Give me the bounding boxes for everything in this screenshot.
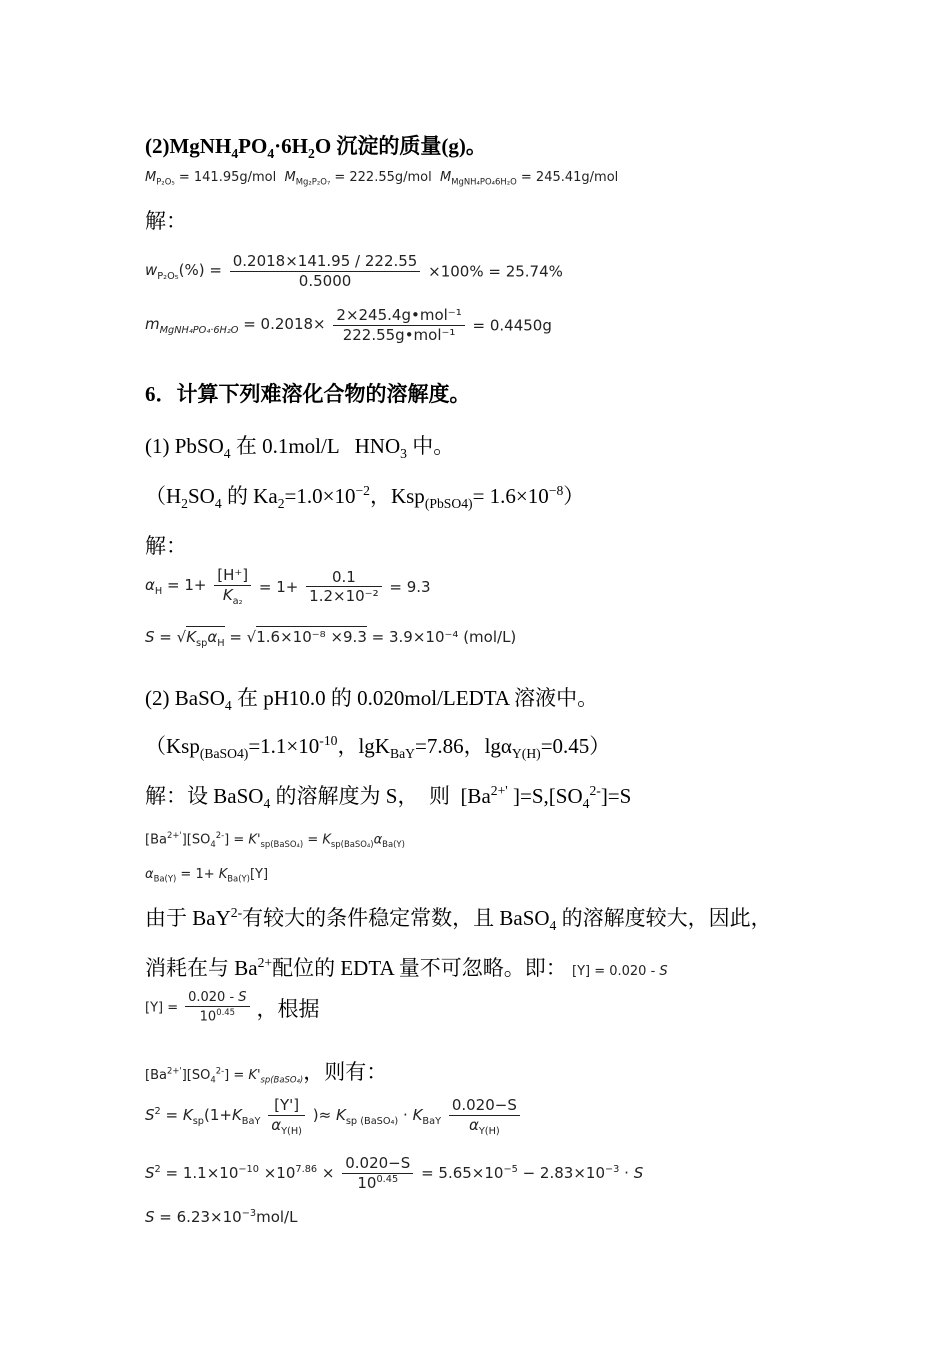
alpha-den-1: $K_{a_2}$ <box>214 585 251 608</box>
paragraph-line-2: 消耗在与 $Ba^{2+}$配位的 EDTA 量不可忽略。即： [Y] = 0.020 - S <box>145 955 668 980</box>
equation-final: $S = 6.23\times 10^{-3}mol/L$ <box>145 1208 298 1226</box>
equation-w-p2o5: $w_{P_2O_5}(\%)$ = $\frac{0.2018\times 141.95 / 222.55}{0.5000}$ ×100% = 25.74% <box>145 252 563 290</box>
question-1: (1) PbSO$_4$ 在 0.1mol/L $HNO_3$ 中。 <box>145 434 455 462</box>
equation-ba-2: $\alpha_{Ba(Y)} = 1+ K_{Ba(Y)}[Y]$ <box>145 867 269 884</box>
y-denominator: $10^{0.45}$ <box>185 1006 249 1026</box>
equation-mass: $m_{MgNH_4PO_4\cdot 6H_2O} = 0.2018\times$ $\frac{\text{2×245.4g•mol⁻¹}}{\text{222.55g•mol⁻¹}}$ = 0.4450g <box>145 306 552 344</box>
section-heading-2 <box>145 130 487 162</box>
solution-label-2: 解： <box>145 534 187 558</box>
s2a-den-1: $\alpha_{Y(H)}$ <box>268 1115 305 1138</box>
equation-s-pbso4: $S = √K_{sp}\alpha_H = √1.6\times 10^{-8} \times 9.3 = 3.9\times 10^{-4}$ (mol/L) <box>145 628 517 649</box>
w-numerator: 0.2018×141.95 / 222.55 <box>232 252 418 270</box>
section-6-heading: 6．计算下列难溶化合物的溶解度。 <box>145 382 471 406</box>
m-denominator: 222.55g•mol⁻¹ <box>333 325 464 345</box>
equation-ba-1: $[Ba^{2+'}][SO_4^{2-}] = K'_{sp(BaSO_4)} = K_{sp(BaSO_4)}\alpha_{Ba(Y)}$ <box>145 830 405 849</box>
s2a-den-2: $\alpha_{Y(H)}$ <box>449 1115 520 1138</box>
m-numerator: 2×245.4g•mol⁻¹ <box>336 306 462 324</box>
alpha-result: = 9.3 <box>389 577 431 596</box>
s2b-numerator: 0.020−S <box>345 1154 411 1172</box>
y-lhs: [Y] = <box>145 1000 179 1016</box>
question-2: (2) BaSO$_4$ 在 pH10.0 的 0.020mol/LEDTA 溶液中。 <box>145 686 599 714</box>
equation-s2-b: $S^2 = 1.1\times 10^{-10} \times 10^{7.86}$ × $\frac{0.020-S}{10^{0.45}}$ = $5.65\times 10^{-5} - 2.83\times 10^{-3} \cdot S$ <box>145 1154 644 1192</box>
w-result: ×100% = 25.74% <box>428 262 563 281</box>
question-2-given: （$Ksp_{(BaSO4)}=1.1\times 10^{-10}$，lgK$_{BaY}$=7.86，lgα$_{Y(H)}$=0.45） <box>145 733 611 762</box>
equation-y-frac <box>145 990 320 1026</box>
alpha-den-2: 1.2×10⁻² <box>306 586 381 606</box>
m-result: = 0.4450g <box>472 316 552 335</box>
y-numerator: 0.020 - S <box>188 990 247 1005</box>
s2b-result: = $5.65\times 10^{-5} - 2.83\times 10^{-3} \cdot S$ <box>421 1164 644 1183</box>
heading-text: $(2)MgNH_4PO_4\cdot 6H_2O$ 沉淀的质量(g)。 <box>145 134 487 162</box>
y-inline-eq: [Y] = 0.020 - S <box>572 964 668 979</box>
s-radicand: 1.6×10⁻⁸ ×9.3 <box>256 628 367 646</box>
w-denominator: 0.5000 <box>230 271 421 291</box>
molar-masses-line: $M_{P_2O_5} = 141.95g/mol$ $M_{Mg_2P_2O_7} = 222.55g/mol$ $M_{MgNH_4PO_46H_2O} = 245.41g/mol$ <box>145 170 619 187</box>
genju-text: ，根据 <box>256 996 320 1021</box>
s2a-num-1: [Y'] <box>274 1096 300 1114</box>
question-2-solution-intro: 解：设 BaSO$_4$ 的溶解度为 S， 则 [$Ba^{2+'}$ ]$=S,[SO_4^{2-}]=S$ <box>145 783 632 812</box>
alpha-num-1: [H⁺] <box>217 566 249 584</box>
s2b-denominator: $10^{0.45}$ <box>342 1173 413 1193</box>
equation-ba-3-line <box>145 1056 387 1086</box>
zeyou-text: ，则有： <box>303 1060 388 1084</box>
question-1-given: （$H_2SO_4$ 的 $Ka_2=1.0\times 10^{-2}$，$Ksp_{(PbSO4)}= 1.6\times 10^{-8}$） <box>145 483 585 512</box>
paragraph-line-1: 由于 BaY$^{2-}$有较大的条件稳定常数，且 BaSO$_4$ 的溶解度较大，因此， <box>145 905 772 934</box>
alpha-mid: = 1+ <box>258 577 299 596</box>
s2a-num-2: 0.020−S <box>451 1096 517 1114</box>
equation-ba-3: $[Ba^{2+'}][SO_4^{2-}] = K'_{sp(BaSO_4)}$ <box>145 1065 304 1085</box>
s-result: = 3.9×10⁻⁴ (mol/L) <box>371 628 517 646</box>
equation-alpha-h: $\alpha_H = 1+$ $\frac{[H^+]}{K_{a_2}}$ = 1+ $\frac{0.1}{\text{1.2×10⁻²}}$ = 9.3 <box>145 566 431 607</box>
equation-s2-a: $S^2 = K_{sp}(1+K_{BaY}$ $\frac{[Y']}{\alpha_{Y(H)}}$ )≈ $K_{sp (BaSO_4)} \cdot K_{BaY}$ $\frac{0.020-S}{\alpha_{Y(H)}}$ <box>145 1096 523 1138</box>
alpha-num-2: 0.1 <box>331 567 356 586</box>
solution-label: 解： <box>145 209 187 233</box>
